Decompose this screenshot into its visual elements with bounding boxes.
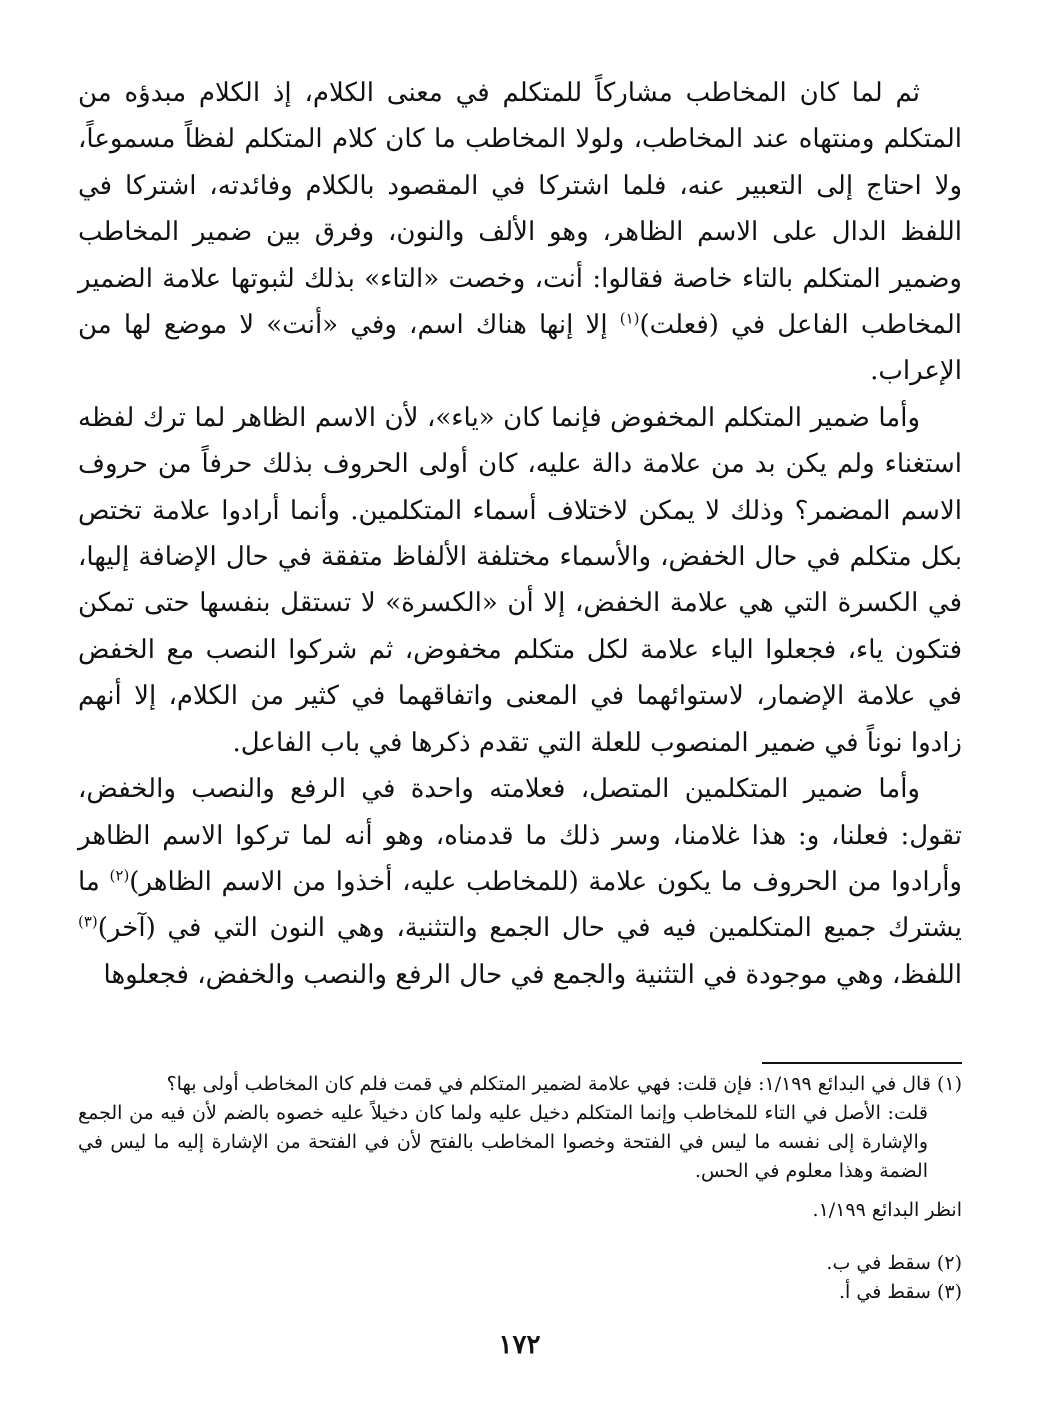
footnote-ref-2: (٢) [109,866,130,885]
footnote-3: (٣) سقط في أ. [839,1281,962,1303]
footnote-1-source: انظر البدائع ١/١٩٩. [812,1199,962,1221]
paragraph-1-text: ثم لما كان المخاطب مشاركاً للمتكلم في معنى الكلام، إذ الكلام مبدؤه من المتكلم ومنتهاه عند المخاطب، ولولا المخاطب ما كان كلام المتكلم لفظاً مسموعاً، ولا احتاج إلى التعبير عنه، فلما اشتركا في المقصود بالكلام وفائدته، اشتركا في اللفظ الدال على الاسم الظاهر، وهو الألف والنون، وفرق بين ضمير المخاطب وضمير المتكلم بالتاء خاصة فقالوا: أنت، وخصت «التاء» بذلك لثبوتها علامة الضمير المخاطب الفاعل في (فعلت) [78,78,962,341]
paragraph-1-text-after: إلا إنها هناك اسم، وفي «أنت» لا موضع لها من الإعراب. [78,310,962,387]
paragraph-3 [78,766,962,998]
main-text [78,70,962,998]
footnote-2: (٢) سقط في ب. [826,1252,962,1274]
footnote-gap [78,1225,962,1249]
page-number: ١٧٢ [498,1330,541,1360]
footnote-divider [762,1062,962,1064]
footnote-ref-3: (٣) [78,912,98,931]
paragraph-2 [78,395,962,766]
paragraph-3-text: وأما ضمير المتكلمين المتصل، فعلامته واحدة في الرفع والنصب والخفض، تقول: فعلنا، و: هذا غلامنا، وسر ذلك ما قدمناه، وهو أنه لما تركوا الاسم الظاهر وأرادوا من الحروف ما يكون علامة (للمخاطب عليه، أخذوا من الاسم الظاهر) [78,774,962,897]
paragraph-3-text-after-2: اللفظ، وهي موجودة في التثنية والجمع في حال الرفع والنصب والخفض، فجعلوها [103,959,962,990]
footnotes [78,1070,962,1307]
footnote-1-body: قلت: الأصل في التاء للمخاطب وإنما المتكلم دخيل عليه ولما كان دخيلاً عليه خصوه بالضم لأن فيه من الجمع والإشارة إلى نفسه ما ليس في الفتحة وخصوا المخاطب بالفتح لأن في الفتحة من الإشارة إليه ما ليس في الضمة وهذا معلوم في الحس. [78,1102,928,1182]
paragraph-2-text: وأما ضمير المتكلم المخفوض فإنما كان «ياء»، لأن الاسم الظاهر لما ترك لفظه استغناء ولم يكن بد من علامة دالة عليه، كان أولى الحروف بذلك حرفاً من حروف الاسم المضمر؟ وذلك لا يمكن لاختلاف أسماء المتكلمين. وأنما أرادوا علامة تختص بكل متكلم في حال الخفض، والأسماء مختلفة الألفاظ متفقة في حال الإضافة إليها، في الكسرة التي هي علامة الخفض، إلا أن «الكسرة» لا تستقل بنفسها حتى تمكن فتكون ياء، فجعلوا الياء علامة لكل متكلم مخفوض، ثم شركوا النصب مع الخفض في علامة الإضمار، لاستوائهما في المعنى واتفاقهما في كثير من الكلام، إلا أنهم زادوا نوناً في ضمير المنصوب للعلة التي تقدم ذكرها في باب الفاعل. [78,402,962,758]
footnote-1-head: (١) قال في البدائع ١/١٩٩: فإن قلت: فهي علامة لضمير المتكلم في قمت فلم كان المخاطب أولى بها؟ [166,1073,962,1095]
footnote-ref-1: (١) [619,309,640,328]
paragraph-1 [78,70,962,395]
paragraph-3-text-after: ما يشترك جميع المتكلمين فيه في حال الجمع والتثنية، وهي النون التي في (آخر) [78,866,962,944]
page-content [78,70,962,1303]
